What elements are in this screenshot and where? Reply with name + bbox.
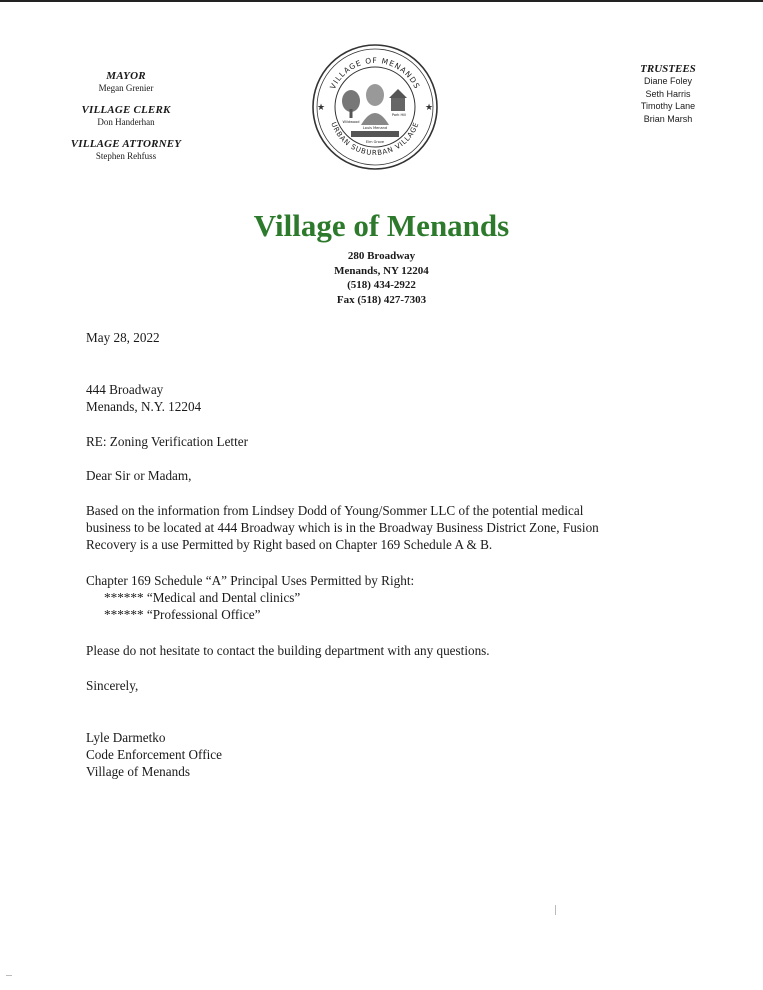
officer-title: VILLAGE CLERK [81,104,171,116]
recipient-line: Menands, N.Y. 12204 [86,399,202,414]
seal-house-right [391,97,405,111]
seal-graphic [311,43,439,171]
letter-subject: RE: Zoning Verification Letter [86,434,248,449]
schedule-item: ****** “Medical and Dental clinics” [104,590,301,605]
letter-paragraph-1 [86,502,599,553]
address-fax: Fax (518) 427-7303 [336,293,427,306]
seal-lower-label: Elm Grove [365,140,385,144]
trustee-name: Timothy Lane [640,101,696,111]
closing-paragraph: Please do not hesitate to contact the building department with any questions. [86,643,490,658]
officers-list [56,70,196,172]
top-border-line [0,0,763,2]
letter-closing: Sincerely, [86,678,139,693]
address-street: 280 Broadway [347,250,416,262]
trustees-title: TRUSTEES [640,63,696,75]
recipient-line: 444 Broadway [86,382,164,397]
trustee-name: Seth Harris [645,88,691,99]
officer-title: MAYOR [106,70,146,82]
village-address [0,249,763,307]
scan-mark [6,975,12,976]
seal-house-roof [389,89,407,98]
officer-village-attorney [56,138,196,161]
officer-name: Megan Grenier [98,83,154,93]
seal-star-right: ★ [425,102,434,112]
schedule-heading: Chapter 169 Schedule “A” Principal Uses Permitted by Right: [86,573,415,588]
signature-block [86,729,222,780]
paragraph-line: business to be located at 444 Broadway which is in the Broadway Business District Zone, Fusion [86,520,599,535]
seal-building-strip [351,131,399,137]
seal-top-text: VILLAGE OF MENANDS [328,55,422,91]
recipient-address [86,381,201,415]
seal-portrait-head [366,84,384,106]
address-phone: (518) 434-2922 [347,279,416,291]
officer-village-clerk [56,104,196,127]
seal-left-label: Wildwood [342,120,360,124]
paragraph-line: Recovery is a use Permitted by Right based on Chapter 169 Schedule A & B. [86,537,493,552]
officer-mayor [56,70,196,93]
letter-date: May 28, 2022 [86,330,160,345]
letter-salutation: Dear Sir or Madam, [86,468,192,483]
seal-center-label: Louis Menand [362,126,388,130]
seal-star-left: ★ [317,102,326,112]
trustee-name: Diane Foley [643,76,693,86]
officer-name: Stephen Rehfuss [95,151,157,161]
trustees-list [622,63,714,125]
signer-name: Lyle Darmetko [86,730,166,745]
trustee-name: Brian Marsh [643,113,693,124]
seal-portrait-body [361,113,389,125]
village-name-heading: Village of Menands [253,208,510,243]
signer-office: Code Enforcement Office [86,747,222,762]
officer-name: Don Handerhan [97,117,155,127]
seal-right-label: Park Hill [391,113,407,117]
schedule-section [86,572,414,623]
schedule-item: ****** “Professional Office” [104,607,261,622]
seal-bottom-text: URBAN SUBURBAN VILLAGE [329,120,421,158]
village-seal [311,43,439,171]
signer-organization: Village of Menands [86,764,190,779]
seal-tree-left [342,90,360,112]
seal-tree-trunk-left [350,109,353,118]
address-city: Menands, NY 12204 [334,264,429,277]
scan-mark [555,905,556,915]
paragraph-line: Based on the information from Lindsey Dodd of Young/Sommer LLC of the potential medical [86,503,584,518]
officer-title: VILLAGE ATTORNEY [70,138,182,150]
